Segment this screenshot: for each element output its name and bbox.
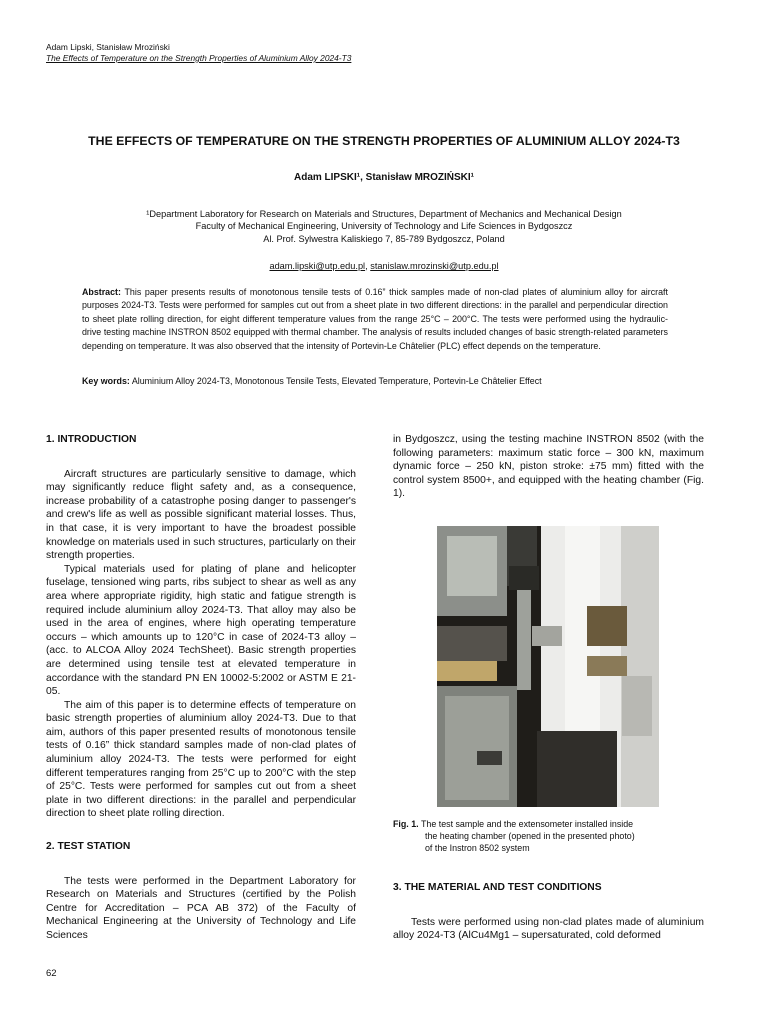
affiliation <box>0 208 768 245</box>
test-station-paragraph-cont: in Bydgoszcz, using the testing machine INSTRON 8502 (with the following parameters: maximum static force – 300 kN, maximum dynamic force – 250 kN, piston stroke: ±75 mm) fitted with the control system 8500+, and equipped with the heating chamber (Fig. 1). <box>393 434 704 500</box>
abstract <box>82 286 668 353</box>
section-heading-material: 3. THE MATERIAL AND TEST CONDITIONS <box>393 882 602 893</box>
figure-photo <box>437 526 659 807</box>
keywords-text: Aluminium Alloy 2024-T3, Monotonous Tensile Tests, Elevated Temperature, Portevin-Le Châtelier Effect <box>131 376 542 386</box>
figure-caption-line: the heating chamber (opened in the presented photo) <box>425 831 635 841</box>
section-heading-test-station: 2. TEST STATION <box>46 841 131 853</box>
intro-paragraph: Typical materials used for plating of plane and helicopter fuselage, tensioned wing parts, ribs subject to shear as well as any area where appropriate rigidity, high static and fatigue strength is required include aluminium alloy 2024-T3. That alloy may also be used in the area of engines, where high operating temperature occurs – which amounts up to 120°C in case of 2024-T3 alloy – (acc. to ALCOA Alloy 2024 TechSheet). Basic strength properties are determined using tensile test at elevated temperature in accordance with the standard PN EN 10002-5:2002 or ASTM E 21-05. <box>46 563 356 698</box>
right-column <box>393 433 704 501</box>
test-station-paragraph: The tests were performed in the Department Laboratory for Research on Materials and Structures (certified by the Polish Centre for Accreditation – PCA AB 372) of the Faculty of Mechanical Engineering at the University of Technology and Life Sciences <box>46 875 356 941</box>
affiliation-line: Faculty of Mechanical Engineering, University of Technology and Life Sciences in Bydgoszcz <box>195 221 573 232</box>
abstract-text: This paper presents results of monotonous tensile tests of 0.16” thick samples made of non-clad plates of aluminium alloy for aircraft purposes 2024-T3. Tests were performed for samples cut out from a sheet plate in two different directions: in the parallel and perpendicular direction to sheet plate rolling direction, for eight different temperature values from the range 25°C – 200°C. The tests were performed using the hydraulic-drive testing machine INSTRON 8502 equipped with thermal chamber. The analysis of results included changes of basic strength-related parameters depending on temperature. It was also observed that the intensity of Portevin-Le Châtelier (PLC) effect depends on the temperature. <box>82 287 668 351</box>
test-machine-photo <box>437 526 659 807</box>
left-column <box>46 433 356 943</box>
section-heading-introduction: 1. INTRODUCTION <box>46 434 137 445</box>
email-separator: , <box>365 261 368 271</box>
affiliation-line: ¹Department Laboratory for Research on Materials and Structures, Department of Mechanics and Mechanical Design <box>146 209 622 219</box>
paper-authors: Adam LIPSKI¹, Stanisław MROZIŃSKI¹ <box>293 172 475 183</box>
abstract-label: Abstract: <box>82 287 121 297</box>
paper-title: THE EFFECTS OF TEMPERATURE ON THE STRENGTH PROPERTIES OF ALUMINIUM ALLOY 2024-T3 <box>88 134 680 148</box>
right-column-lower <box>393 881 704 943</box>
figure-caption <box>393 818 713 854</box>
author-emails <box>0 261 768 271</box>
figure-label: Fig. 1. <box>393 819 419 829</box>
intro-paragraph: The aim of this paper is to determine effects of temperature on basic strength properties of aluminium alloy 2024-T3. Due to that aim, authors of this paper presented results of monotonous tensile tests of 0.16” thick standard samples made of non-clad plates of aluminium alloy 2024-T3. The tests were performed for eight different temperatures ranging from 25°C up to 200°C with the step of 25°C. Tests were performed for samples cut out from a sheet plate in two different directions: in the parallel and perpendicular direction to sheet plate rolling direction. <box>46 699 356 820</box>
running-header-title: The Effects of Temperature on the Strength Properties of Aluminium Alloy 2024-T3 <box>46 53 352 63</box>
running-header <box>46 42 351 64</box>
intro-paragraph: Aircraft structures are particularly sensitive to damage, which may significantly reduce flight safety and, as a consequence, increase probability of a catastrophe posing danger to passenger's and crew's life as well as possible significant material losses. Thus, in that case, it is very important to have the broadest possible knowledge on materials used in such structures, particularly on their strength properties. <box>46 468 356 562</box>
running-header-authors: Adam Lipski, Stanisław Mroziński <box>46 42 170 52</box>
affiliation-line: Al. Prof. Sylwestra Kaliskiego 7, 85-789 Bydgoszcz, Poland <box>263 233 505 244</box>
email-link-mrozinski[interactable]: stanislaw.mrozinski@utp.edu.pl <box>370 261 499 271</box>
page-number: 62 <box>46 968 57 979</box>
email-link-lipski[interactable]: adam.lipski@utp.edu.pl <box>269 261 366 271</box>
material-paragraph: Tests were performed using non-clad plates made of aluminium alloy 2024-T3 (AlCu4Mg1 – supersaturated, cold deformed <box>393 916 704 942</box>
figure-caption-line: of the Instron 8502 system <box>425 843 530 853</box>
keywords <box>82 376 668 386</box>
figure-caption-line: The test sample and the extensometer installed inside <box>420 819 634 829</box>
keywords-label: Key words: <box>82 376 130 386</box>
